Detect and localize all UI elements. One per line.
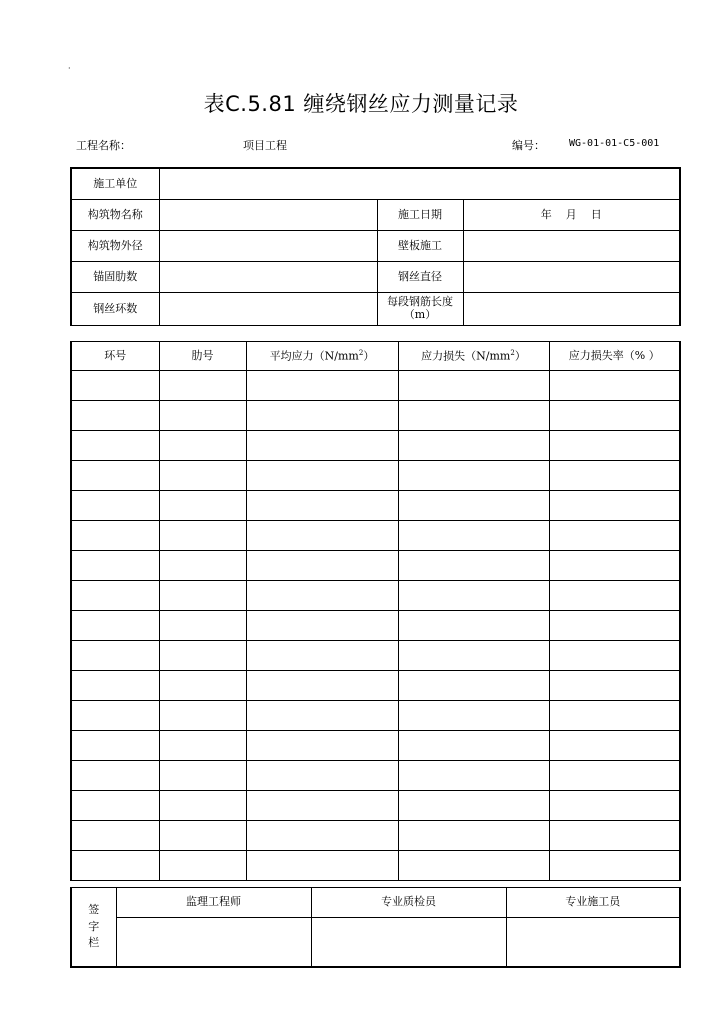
stress-loss-cell[interactable] [398, 731, 549, 761]
measurement-table [70, 341, 681, 881]
wire-rings-field[interactable] [159, 293, 377, 326]
loss-rate-cell[interactable] [549, 551, 680, 581]
table-row [71, 551, 680, 581]
rib-no-cell[interactable] [159, 851, 246, 881]
rib-no-cell[interactable] [159, 821, 246, 851]
wire-diameter-field[interactable] [463, 262, 680, 293]
col-stress-loss: 应力损失$(N/mm^2)$ [398, 342, 549, 371]
quality-inspector-signature-field[interactable] [311, 918, 506, 968]
project-name-label: 工程名称： [76, 139, 131, 152]
segment-length-text: 每段钢筋长度 [387, 295, 453, 309]
stress-loss-cell[interactable] [398, 521, 549, 551]
ring-no-cell[interactable] [71, 371, 159, 401]
stress-loss-cell[interactable] [398, 371, 549, 401]
loss-rate-cell[interactable] [549, 821, 680, 851]
loss-rate-cell[interactable] [549, 371, 680, 401]
wall-panel-field[interactable] [463, 231, 680, 262]
construction-unit-field[interactable] [159, 168, 680, 200]
construction-date-label: 施工日期 [377, 200, 463, 231]
construction-date-field[interactable]: 年 月 日 [463, 200, 680, 231]
ring-no-cell[interactable] [71, 701, 159, 731]
anchor-ribs-label: 锚固肋数 [71, 262, 159, 293]
loss-rate-cell[interactable] [549, 671, 680, 701]
stress-loss-cell[interactable] [398, 821, 549, 851]
loss-rate-cell[interactable] [549, 851, 680, 881]
loss-rate-cell[interactable] [549, 641, 680, 671]
avg-stress-cell[interactable] [246, 551, 398, 581]
rib-no-cell[interactable] [159, 491, 246, 521]
stress-loss-cell[interactable] [398, 461, 549, 491]
structure-name-field[interactable] [159, 200, 377, 231]
construction-worker-signature-field[interactable] [506, 918, 680, 968]
signature-label: 签 字 栏 [71, 888, 116, 968]
table-row [71, 611, 680, 641]
loss-rate-cell[interactable] [549, 611, 680, 641]
loss-rate-cell[interactable] [549, 521, 680, 551]
loss-rate-cell[interactable] [549, 731, 680, 761]
stress-loss-cell[interactable] [398, 701, 549, 731]
construction-unit-label: 施工单位 [71, 168, 159, 200]
rib-no-cell[interactable] [159, 581, 246, 611]
rib-no-cell[interactable] [159, 761, 246, 791]
rib-no-cell[interactable] [159, 521, 246, 551]
table-row [71, 761, 680, 791]
avg-stress-cell[interactable] [246, 521, 398, 551]
rib-no-cell[interactable] [159, 641, 246, 671]
form-number-label: 编号： [512, 139, 545, 152]
supervisor-label: 监理工程师 [116, 888, 311, 918]
rib-no-cell[interactable] [159, 701, 246, 731]
loss-rate-cell[interactable] [549, 431, 680, 461]
ring-no-cell[interactable] [71, 641, 159, 671]
table-row [71, 851, 680, 881]
stress-loss-cell[interactable] [398, 761, 549, 791]
form-title: 表C.5.81 缠绕钢丝应力测量记录 [203, 92, 519, 116]
ring-no-cell[interactable] [71, 791, 159, 821]
table-row [71, 521, 680, 551]
loss-rate-cell[interactable] [549, 491, 680, 521]
ring-no-cell[interactable] [71, 761, 159, 791]
rib-no-cell[interactable] [159, 401, 246, 431]
segment-length-field[interactable] [463, 293, 680, 326]
rib-no-cell[interactable] [159, 731, 246, 761]
loss-rate-cell[interactable] [549, 401, 680, 431]
ring-no-cell[interactable] [71, 431, 159, 461]
construction-worker-label: 专业施工员 [506, 888, 680, 918]
ring-no-cell[interactable] [71, 821, 159, 851]
stress-loss-cell[interactable] [398, 401, 549, 431]
table-row [71, 491, 680, 521]
table-row [71, 371, 680, 401]
table-row [71, 731, 680, 761]
info-table [70, 167, 681, 326]
avg-stress-cell[interactable] [246, 851, 398, 881]
avg-stress-cell[interactable] [246, 731, 398, 761]
avg-stress-cell[interactable] [246, 491, 398, 521]
anchor-ribs-field[interactable] [159, 262, 377, 293]
structure-name-label: 构筑物名称 [71, 200, 159, 231]
avg-stress-cell[interactable] [246, 791, 398, 821]
project-name-value: 项目工程 [243, 139, 287, 152]
avg-stress-cell[interactable] [246, 431, 398, 461]
stress-loss-cell[interactable] [398, 491, 549, 521]
rib-no-cell[interactable] [159, 371, 246, 401]
stress-loss-cell[interactable] [398, 791, 549, 821]
table-row [71, 581, 680, 611]
avg-stress-cell[interactable] [246, 461, 398, 491]
supervisor-signature-field[interactable] [116, 918, 311, 968]
table-row [71, 641, 680, 671]
col-rib-no: 肋号 [159, 342, 246, 371]
wire-rings-label: 钢丝环数 [71, 293, 159, 326]
table-row [71, 431, 680, 461]
segment-length-unit: （m） [403, 308, 437, 321]
wall-panel-label: 壁板施工 [377, 231, 463, 262]
stress-loss-cell[interactable] [398, 641, 549, 671]
ring-no-cell[interactable] [71, 491, 159, 521]
ring-no-cell[interactable] [71, 611, 159, 641]
ring-no-cell[interactable] [71, 521, 159, 551]
avg-stress-cell[interactable] [246, 401, 398, 431]
avg-stress-cell[interactable] [246, 701, 398, 731]
table-row [71, 701, 680, 731]
outer-diameter-field[interactable] [159, 231, 377, 262]
col-avg-stress: 平均应力$(N/mm^2)$ [246, 342, 398, 371]
ring-no-cell[interactable] [71, 461, 159, 491]
avg-stress-cell[interactable] [246, 641, 398, 671]
avg-stress-cell[interactable] [246, 671, 398, 701]
avg-stress-cell[interactable] [246, 761, 398, 791]
wire-diameter-label: 钢丝直径 [377, 262, 463, 293]
avg-stress-cell[interactable] [246, 371, 398, 401]
ring-no-cell[interactable] [71, 581, 159, 611]
table-row [71, 671, 680, 701]
ring-no-cell[interactable] [71, 671, 159, 701]
col-ring-no: 环号 [71, 342, 159, 371]
loss-rate-cell[interactable] [549, 461, 680, 491]
stress-loss-cell[interactable] [398, 671, 549, 701]
rib-no-cell[interactable] [159, 671, 246, 701]
loss-rate-cell[interactable] [549, 791, 680, 821]
signature-table [70, 887, 681, 968]
loss-rate-cell[interactable] [549, 701, 680, 731]
rib-no-cell[interactable] [159, 791, 246, 821]
table-row [71, 791, 680, 821]
corner-mark: · [68, 64, 71, 73]
stress-loss-cell[interactable] [398, 581, 549, 611]
stress-loss-cell[interactable] [398, 431, 549, 461]
avg-stress-cell[interactable] [246, 611, 398, 641]
table-row [71, 401, 680, 431]
form-number-value: WG-01-01-C5-001 [569, 138, 660, 149]
outer-diameter-label: 构筑物外径 [71, 231, 159, 262]
ring-no-cell[interactable] [71, 401, 159, 431]
rib-no-cell[interactable] [159, 551, 246, 581]
table-row [71, 461, 680, 491]
rib-no-cell[interactable] [159, 461, 246, 491]
ring-no-cell[interactable] [71, 851, 159, 881]
rib-no-cell[interactable] [159, 611, 246, 641]
ring-no-cell[interactable] [71, 731, 159, 761]
loss-rate-cell[interactable] [549, 581, 680, 611]
rib-no-cell[interactable] [159, 431, 246, 461]
stress-loss-cell[interactable] [398, 851, 549, 881]
quality-inspector-label: 专业质检员 [311, 888, 506, 918]
loss-rate-cell[interactable] [549, 761, 680, 791]
stress-loss-cell[interactable] [398, 611, 549, 641]
avg-stress-cell[interactable] [246, 581, 398, 611]
avg-stress-cell[interactable] [246, 821, 398, 851]
segment-length-label [377, 293, 463, 326]
ring-no-cell[interactable] [71, 551, 159, 581]
table-row [71, 821, 680, 851]
table-header-row [71, 342, 680, 371]
stress-loss-cell[interactable] [398, 551, 549, 581]
col-loss-rate: 应力损失率（% ） [549, 342, 680, 371]
